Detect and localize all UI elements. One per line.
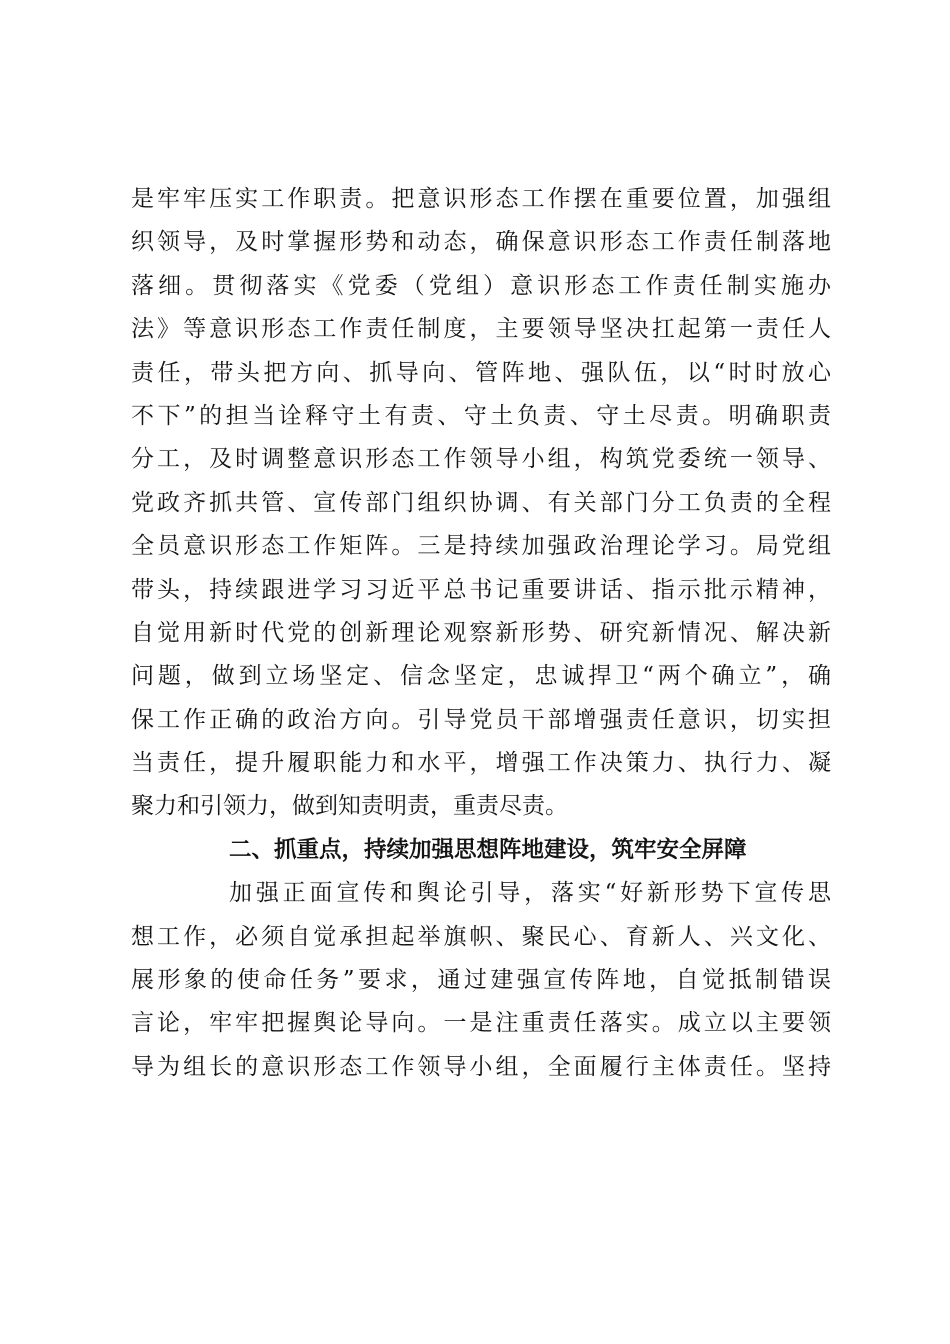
paragraph-line: 法》等意识形态工作责任制度，主要领导坚决扛起第一责任人	[131, 316, 831, 343]
document-body	[131, 178, 831, 1089]
paragraph-line: 是牢牢压实工作职责。把意识形态工作摆在重要位置，加强组	[131, 186, 831, 212]
paragraph-line: 导为组长的意识形态工作领导小组，全面履行主体责任。坚持	[131, 1053, 831, 1080]
paragraph-line: 想工作，必须自觉承担起举旗帜、聚民心、育新人、兴文化、	[131, 923, 831, 950]
paragraph-line: 党政齐抓共管、宣传部门组织协调、有关部门分工负责的全程	[131, 489, 831, 516]
paragraph-line: 加强正面宣传和舆论引导，落实“好新形势下宣传思	[229, 880, 831, 907]
paragraph-line: 问题，做到立场坚定、信念坚定，忠诚捍卫“两个确立”，确	[131, 663, 831, 690]
paragraph-line: 言论，牢牢把握舆论导向。一是注重责任落实。成立以主要领	[131, 1010, 831, 1037]
paragraph-line: 不下”的担当诠释守土有责、守土负责、守土尽责。明确职责	[131, 402, 831, 429]
paragraph-2	[131, 872, 831, 1089]
paragraph-line: 当责任，提升履职能力和水平，增强工作决策力、执行力、凝	[131, 750, 831, 777]
paragraph-line: 展形象的使命任务”要求，通过建强宣传阵地，自觉抵制错误	[131, 967, 831, 994]
paragraph-line: 责任，带头把方向、抓导向、管阵地、强队伍，以“时时放心	[131, 359, 831, 386]
paragraph-line: 落细。贯彻落实《党委（党组）意识形态工作责任制实施办	[131, 272, 831, 299]
paragraph-line: 全员意识形态工作矩阵。三是持续加强政治理论学习。局党组	[131, 533, 831, 560]
paragraph-line: 保工作正确的政治方向。引导党员干部增强责任意识，切实担	[131, 706, 831, 733]
paragraph-line: 带头，持续跟进学习习近平总书记重要讲话、指示批示精神，	[131, 576, 831, 603]
paragraph-line: 织领导，及时掌握形势和动态，确保意识形态工作责任制落地	[131, 229, 831, 256]
paragraph-line: 聚力和引领力，做到知责明责，重责尽责。	[131, 793, 568, 820]
paragraph-line: 分工，及时调整意识形态工作领导小组，构筑党委统一领导、	[131, 446, 831, 473]
section-heading: 二、抓重点，持续加强思想阵地建设，筑牢安全屏障	[229, 836, 747, 863]
paragraph-line: 自觉用新时代党的创新理论观察新形势、研究新情况、解决新	[131, 619, 831, 646]
paragraph-1	[131, 178, 831, 829]
